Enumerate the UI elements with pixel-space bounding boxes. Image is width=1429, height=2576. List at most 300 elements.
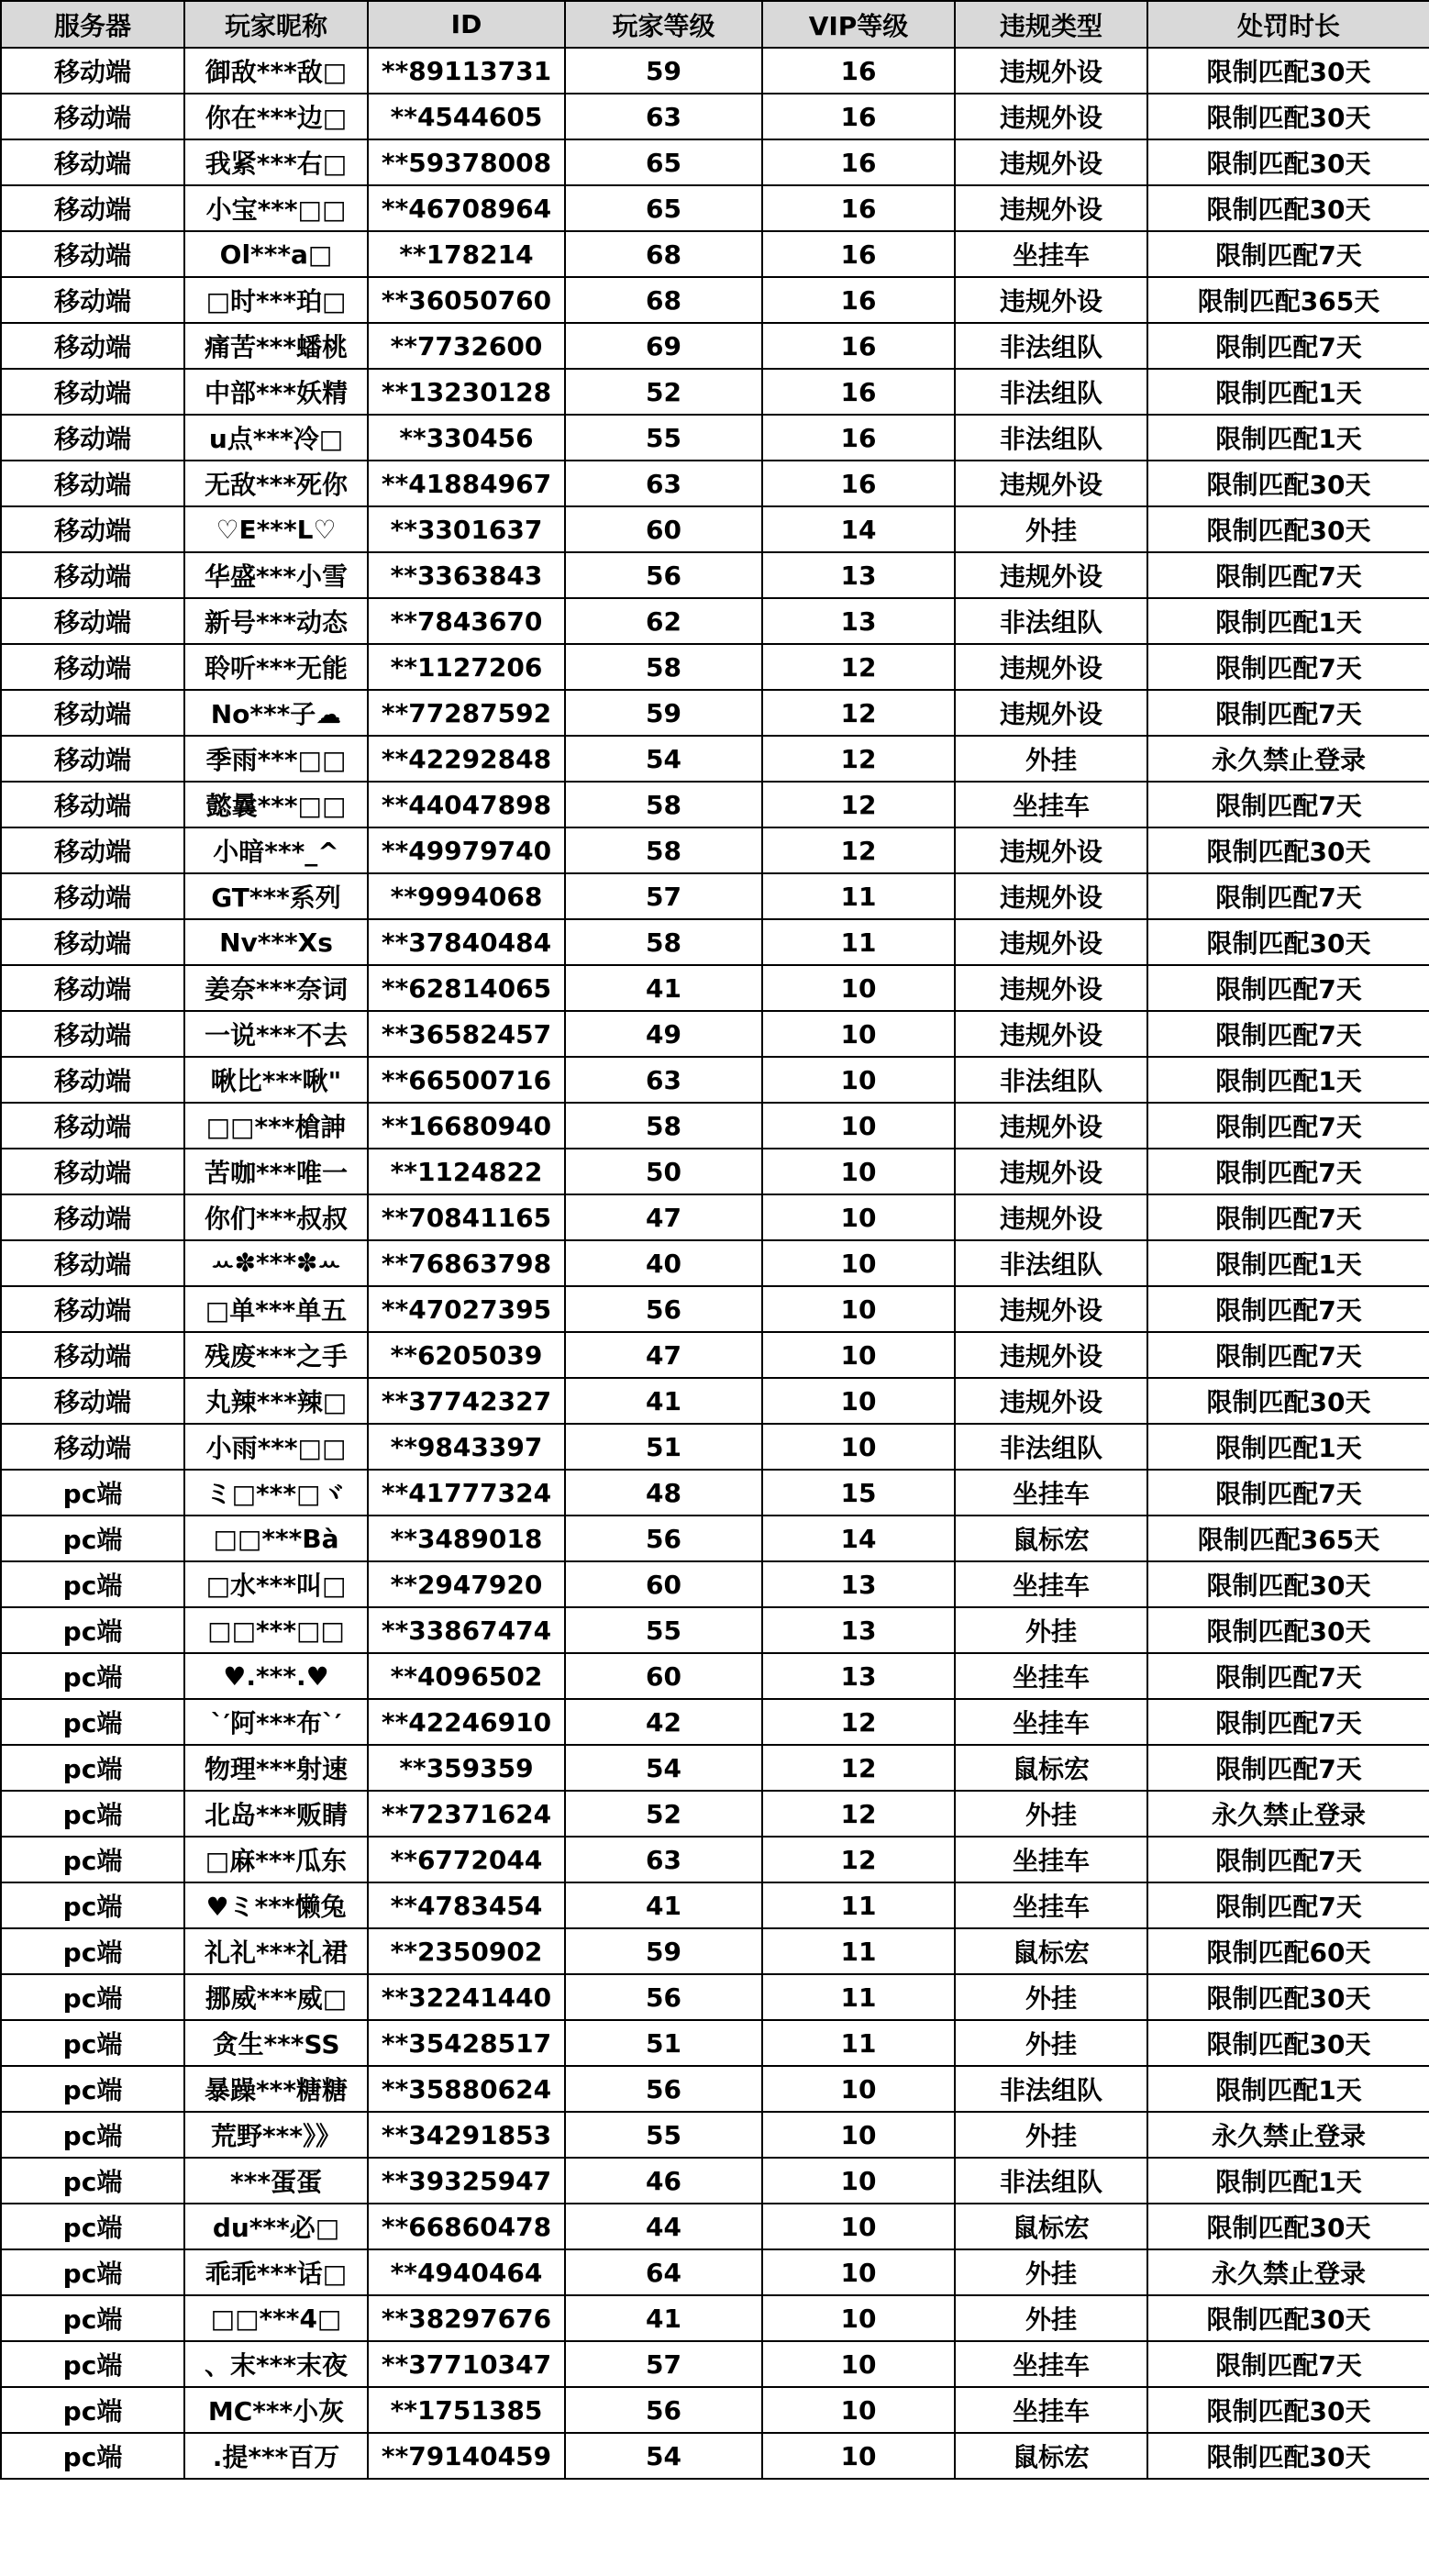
id-cell: **9843397 xyxy=(368,1424,565,1470)
id-cell: **6772044 xyxy=(368,1837,565,1882)
nickname-cell: 、末***末夜 xyxy=(184,2341,368,2387)
server-cell: pc端 xyxy=(1,2066,184,2112)
id-cell: **16680940 xyxy=(368,1103,565,1149)
player-level-cell: 65 xyxy=(565,139,762,185)
violation-type-cell: 违规外设 xyxy=(955,139,1147,185)
penalty-duration-cell: 限制匹配7天 xyxy=(1147,873,1429,919)
vip-level-cell: 10 xyxy=(762,1194,955,1240)
server-cell: 移动端 xyxy=(1,965,184,1011)
violation-type-cell: 违规外设 xyxy=(955,1332,1147,1378)
id-cell: **89113731 xyxy=(368,48,565,94)
nickname-cell: 小雨***□□ xyxy=(184,1424,368,1470)
violation-type-cell: 坐挂车 xyxy=(955,1653,1147,1699)
id-cell: **36050760 xyxy=(368,277,565,323)
header-vip-level: VIP等级 xyxy=(762,1,955,48)
nickname-cell: ˋ′阿***布ˋ′ xyxy=(184,1699,368,1745)
server-cell: pc端 xyxy=(1,2204,184,2249)
penalty-duration-cell: 限制匹配30天 xyxy=(1147,2020,1429,2066)
server-cell: 移动端 xyxy=(1,231,184,277)
nickname-cell: □□***□□ xyxy=(184,1607,368,1653)
violation-type-cell: 坐挂车 xyxy=(955,2341,1147,2387)
nickname-cell: 贪生***SS xyxy=(184,2020,368,2066)
player-level-cell: 41 xyxy=(565,965,762,1011)
nickname-cell: du***必□ xyxy=(184,2204,368,2249)
player-level-cell: 51 xyxy=(565,1424,762,1470)
server-cell: pc端 xyxy=(1,1699,184,1745)
player-level-cell: 54 xyxy=(565,736,762,782)
server-cell: 移动端 xyxy=(1,1149,184,1194)
id-cell: **41884967 xyxy=(368,461,565,506)
penalty-duration-cell: 限制匹配365天 xyxy=(1147,1516,1429,1561)
table-row xyxy=(1,1470,1429,1516)
violation-type-cell: 非法组队 xyxy=(955,2158,1147,2204)
violation-type-cell: 违规外设 xyxy=(955,1011,1147,1057)
penalty-duration-cell: 限制匹配30天 xyxy=(1147,919,1429,965)
player-level-cell: 56 xyxy=(565,1286,762,1332)
table-row xyxy=(1,1332,1429,1378)
player-level-cell: 59 xyxy=(565,1928,762,1974)
id-cell: **13230128 xyxy=(368,369,565,415)
player-level-cell: 57 xyxy=(565,2341,762,2387)
player-level-cell: 56 xyxy=(565,552,762,598)
violation-type-cell: 非法组队 xyxy=(955,2066,1147,2112)
violation-type-cell: 鼠标宏 xyxy=(955,1745,1147,1791)
player-level-cell: 58 xyxy=(565,827,762,873)
nickname-cell: 痛苦***蟠桃 xyxy=(184,323,368,369)
server-cell: 移动端 xyxy=(1,1286,184,1332)
table-row xyxy=(1,644,1429,690)
server-cell: pc端 xyxy=(1,2433,184,2479)
id-cell: **3363843 xyxy=(368,552,565,598)
id-cell: **66500716 xyxy=(368,1057,565,1103)
nickname-cell: 荒野***》》 xyxy=(184,2112,368,2158)
violation-type-cell: 鼠标宏 xyxy=(955,2204,1147,2249)
violation-type-cell: 违规外设 xyxy=(955,94,1147,139)
id-cell: **42292848 xyxy=(368,736,565,782)
player-level-cell: 41 xyxy=(565,1882,762,1928)
nickname-cell: 礼礼***礼裙 xyxy=(184,1928,368,1974)
nickname-cell: 我紧***右□ xyxy=(184,139,368,185)
id-cell: **4544605 xyxy=(368,94,565,139)
server-cell: 移动端 xyxy=(1,736,184,782)
vip-level-cell: 13 xyxy=(762,1653,955,1699)
server-cell: 移动端 xyxy=(1,94,184,139)
player-level-cell: 41 xyxy=(565,2295,762,2341)
violation-type-cell: 鼠标宏 xyxy=(955,2433,1147,2479)
penalty-duration-cell: 限制匹配7天 xyxy=(1147,2341,1429,2387)
nickname-cell: 啾比***啾" xyxy=(184,1057,368,1103)
header-violation-type: 违规类型 xyxy=(955,1,1147,48)
player-level-cell: 59 xyxy=(565,48,762,94)
penalty-duration-cell: 限制匹配7天 xyxy=(1147,965,1429,1011)
player-level-cell: 59 xyxy=(565,690,762,736)
id-cell: **2350902 xyxy=(368,1928,565,1974)
table-row xyxy=(1,1516,1429,1561)
violation-type-cell: 坐挂车 xyxy=(955,1699,1147,1745)
penalty-duration-cell: 限制匹配1天 xyxy=(1147,598,1429,644)
table-row xyxy=(1,2295,1429,2341)
player-level-cell: 56 xyxy=(565,2066,762,2112)
header-id: ID xyxy=(368,1,565,48)
vip-level-cell: 10 xyxy=(762,2204,955,2249)
id-cell: **7843670 xyxy=(368,598,565,644)
penalty-duration-cell: 限制匹配30天 xyxy=(1147,827,1429,873)
nickname-cell: ミ□***□ヾ xyxy=(184,1470,368,1516)
server-cell: 移动端 xyxy=(1,48,184,94)
table-row xyxy=(1,2158,1429,2204)
nickname-cell: 你们***叔叔 xyxy=(184,1194,368,1240)
player-level-cell: 51 xyxy=(565,2020,762,2066)
id-cell: **59378008 xyxy=(368,139,565,185)
server-cell: pc端 xyxy=(1,1561,184,1607)
player-level-cell: 48 xyxy=(565,1470,762,1516)
violation-type-cell: 违规外设 xyxy=(955,185,1147,231)
penalty-duration-cell: 限制匹配1天 xyxy=(1147,1424,1429,1470)
table-row xyxy=(1,919,1429,965)
id-cell: **46708964 xyxy=(368,185,565,231)
id-cell: **6205039 xyxy=(368,1332,565,1378)
table-row xyxy=(1,1378,1429,1424)
id-cell: **72371624 xyxy=(368,1791,565,1837)
vip-level-cell: 10 xyxy=(762,2158,955,2204)
vip-level-cell: 16 xyxy=(762,231,955,277)
server-cell: pc端 xyxy=(1,2249,184,2295)
violation-type-cell: 外挂 xyxy=(955,2112,1147,2158)
nickname-cell: □水***叫□ xyxy=(184,1561,368,1607)
penalty-duration-cell: 限制匹配1天 xyxy=(1147,1057,1429,1103)
nickname-cell: 你在***边□ xyxy=(184,94,368,139)
penalty-duration-cell: 限制匹配7天 xyxy=(1147,1837,1429,1882)
server-cell: 移动端 xyxy=(1,782,184,827)
penalty-duration-cell: 限制匹配30天 xyxy=(1147,461,1429,506)
id-cell: **38297676 xyxy=(368,2295,565,2341)
vip-level-cell: 13 xyxy=(762,1561,955,1607)
vip-level-cell: 10 xyxy=(762,1240,955,1286)
violation-type-cell: 外挂 xyxy=(955,736,1147,782)
table-row xyxy=(1,139,1429,185)
player-level-cell: 60 xyxy=(565,506,762,552)
nickname-cell: No***子☁ xyxy=(184,690,368,736)
server-cell: pc端 xyxy=(1,1470,184,1516)
violation-type-cell: 违规外设 xyxy=(955,48,1147,94)
vip-level-cell: 16 xyxy=(762,369,955,415)
vip-level-cell: 11 xyxy=(762,873,955,919)
vip-level-cell: 10 xyxy=(762,2112,955,2158)
table-row xyxy=(1,1149,1429,1194)
penalty-duration-cell: 限制匹配7天 xyxy=(1147,644,1429,690)
nickname-cell: ꕀ✽***✽ꕀ xyxy=(184,1240,368,1286)
nickname-cell: ♥ミ***懒兔 xyxy=(184,1882,368,1928)
vip-level-cell: 12 xyxy=(762,690,955,736)
penalty-duration-cell: 限制匹配30天 xyxy=(1147,2387,1429,2433)
violation-type-cell: 外挂 xyxy=(955,2020,1147,2066)
nickname-cell: 华盛***小雪 xyxy=(184,552,368,598)
penalty-duration-cell: 永久禁止登录 xyxy=(1147,1791,1429,1837)
vip-level-cell: 10 xyxy=(762,1011,955,1057)
violation-type-cell: 非法组队 xyxy=(955,1057,1147,1103)
vip-level-cell: 12 xyxy=(762,644,955,690)
penalty-duration-cell: 限制匹配30天 xyxy=(1147,1561,1429,1607)
penalty-duration-cell: 限制匹配1天 xyxy=(1147,415,1429,461)
penalty-duration-cell: 限制匹配7天 xyxy=(1147,1653,1429,1699)
server-cell: 移动端 xyxy=(1,1057,184,1103)
player-level-cell: 56 xyxy=(565,2387,762,2433)
vip-level-cell: 14 xyxy=(762,506,955,552)
penalty-duration-cell: 永久禁止登录 xyxy=(1147,2112,1429,2158)
server-cell: pc端 xyxy=(1,1837,184,1882)
id-cell: **44047898 xyxy=(368,782,565,827)
nickname-cell: □□***Bà xyxy=(184,1516,368,1561)
table-row xyxy=(1,1057,1429,1103)
id-cell: **49979740 xyxy=(368,827,565,873)
penalty-duration-cell: 限制匹配30天 xyxy=(1147,48,1429,94)
server-cell: 移动端 xyxy=(1,644,184,690)
penalty-duration-cell: 限制匹配7天 xyxy=(1147,1470,1429,1516)
player-level-cell: 50 xyxy=(565,1149,762,1194)
violation-type-cell: 违规外设 xyxy=(955,873,1147,919)
player-level-cell: 60 xyxy=(565,1561,762,1607)
table-row xyxy=(1,873,1429,919)
server-cell: 移动端 xyxy=(1,690,184,736)
vip-level-cell: 12 xyxy=(762,1699,955,1745)
id-cell: **178214 xyxy=(368,231,565,277)
nickname-cell: Nv***Xs xyxy=(184,919,368,965)
vip-level-cell: 10 xyxy=(762,1286,955,1332)
nickname-cell: 苦咖***唯一 xyxy=(184,1149,368,1194)
table-row xyxy=(1,1699,1429,1745)
table-row xyxy=(1,552,1429,598)
table-row xyxy=(1,782,1429,827)
vip-level-cell: 16 xyxy=(762,139,955,185)
table-row xyxy=(1,690,1429,736)
player-level-cell: 52 xyxy=(565,369,762,415)
vip-level-cell: 11 xyxy=(762,1882,955,1928)
player-level-cell: 54 xyxy=(565,2433,762,2479)
player-level-cell: 63 xyxy=(565,1057,762,1103)
penalty-duration-cell: 限制匹配30天 xyxy=(1147,506,1429,552)
violation-type-cell: 非法组队 xyxy=(955,369,1147,415)
vip-level-cell: 11 xyxy=(762,919,955,965)
table-row xyxy=(1,1607,1429,1653)
id-cell: **36582457 xyxy=(368,1011,565,1057)
server-cell: 移动端 xyxy=(1,1378,184,1424)
id-cell: **1751385 xyxy=(368,2387,565,2433)
penalty-duration-cell: 限制匹配7天 xyxy=(1147,1745,1429,1791)
penalty-duration-cell: 永久禁止登录 xyxy=(1147,2249,1429,2295)
penalty-duration-cell: 限制匹配7天 xyxy=(1147,1286,1429,1332)
id-cell: **76863798 xyxy=(368,1240,565,1286)
id-cell: **37710347 xyxy=(368,2341,565,2387)
nickname-cell: 季雨***□□ xyxy=(184,736,368,782)
table-row xyxy=(1,827,1429,873)
server-cell: 移动端 xyxy=(1,1424,184,1470)
player-level-cell: 47 xyxy=(565,1194,762,1240)
vip-level-cell: 10 xyxy=(762,2433,955,2479)
header-penalty-duration: 处罚时长 xyxy=(1147,1,1429,48)
table-row xyxy=(1,2112,1429,2158)
id-cell: **33867474 xyxy=(368,1607,565,1653)
nickname-cell: 乖乖***话□ xyxy=(184,2249,368,2295)
violation-type-cell: 鼠标宏 xyxy=(955,1928,1147,1974)
server-cell: pc端 xyxy=(1,1516,184,1561)
penalty-duration-cell: 限制匹配7天 xyxy=(1147,1699,1429,1745)
table-row xyxy=(1,598,1429,644)
nickname-cell: u点***冷□ xyxy=(184,415,368,461)
violation-type-cell: 坐挂车 xyxy=(955,1561,1147,1607)
penalty-duration-cell: 限制匹配7天 xyxy=(1147,231,1429,277)
id-cell: **1127206 xyxy=(368,644,565,690)
server-cell: pc端 xyxy=(1,2020,184,2066)
penalty-duration-cell: 永久禁止登录 xyxy=(1147,736,1429,782)
vip-level-cell: 16 xyxy=(762,415,955,461)
vip-level-cell: 13 xyxy=(762,1607,955,1653)
table-row xyxy=(1,1653,1429,1699)
player-level-cell: 63 xyxy=(565,94,762,139)
header-nickname: 玩家昵称 xyxy=(184,1,368,48)
table-row xyxy=(1,2341,1429,2387)
penalty-duration-cell: 限制匹配30天 xyxy=(1147,2433,1429,2479)
vip-level-cell: 12 xyxy=(762,736,955,782)
id-cell: **35428517 xyxy=(368,2020,565,2066)
player-level-cell: 55 xyxy=(565,1607,762,1653)
violation-type-cell: 非法组队 xyxy=(955,323,1147,369)
violation-type-cell: 坐挂车 xyxy=(955,1470,1147,1516)
player-level-cell: 69 xyxy=(565,323,762,369)
vip-level-cell: 14 xyxy=(762,1516,955,1561)
server-cell: 移动端 xyxy=(1,919,184,965)
player-level-cell: 46 xyxy=(565,2158,762,2204)
player-level-cell: 58 xyxy=(565,644,762,690)
nickname-cell: 姜奈***奈词 xyxy=(184,965,368,1011)
violation-type-cell: 鼠标宏 xyxy=(955,1516,1147,1561)
player-level-cell: 42 xyxy=(565,1699,762,1745)
nickname-cell: 丸辣***辣□ xyxy=(184,1378,368,1424)
nickname-cell: .提***百万 xyxy=(184,2433,368,2479)
nickname-cell: 物理***射速 xyxy=(184,1745,368,1791)
penalty-duration-cell: 限制匹配7天 xyxy=(1147,323,1429,369)
server-cell: 移动端 xyxy=(1,506,184,552)
server-cell: pc端 xyxy=(1,2387,184,2433)
violation-type-cell: 违规外设 xyxy=(955,1286,1147,1332)
player-level-cell: 54 xyxy=(565,1745,762,1791)
nickname-cell: ♡E***L♡ xyxy=(184,506,368,552)
violation-type-cell: 外挂 xyxy=(955,1607,1147,1653)
vip-level-cell: 15 xyxy=(762,1470,955,1516)
table-row xyxy=(1,506,1429,552)
table-row xyxy=(1,231,1429,277)
server-cell: 移动端 xyxy=(1,461,184,506)
violation-type-cell: 违规外设 xyxy=(955,1149,1147,1194)
id-cell: **37742327 xyxy=(368,1378,565,1424)
server-cell: 移动端 xyxy=(1,1332,184,1378)
player-level-cell: 47 xyxy=(565,1332,762,1378)
penalty-duration-cell: 限制匹配7天 xyxy=(1147,1011,1429,1057)
server-cell: pc端 xyxy=(1,2341,184,2387)
violation-type-cell: 违规外设 xyxy=(955,644,1147,690)
vip-level-cell: 10 xyxy=(762,1424,955,1470)
server-cell: pc端 xyxy=(1,2295,184,2341)
penalty-duration-cell: 限制匹配7天 xyxy=(1147,1194,1429,1240)
table-row xyxy=(1,323,1429,369)
player-level-cell: 65 xyxy=(565,185,762,231)
penalty-duration-cell: 限制匹配60天 xyxy=(1147,1928,1429,1974)
nickname-cell: GT***系列 xyxy=(184,873,368,919)
id-cell: **330456 xyxy=(368,415,565,461)
violation-type-cell: 违规外设 xyxy=(955,690,1147,736)
id-cell: **47027395 xyxy=(368,1286,565,1332)
vip-level-cell: 10 xyxy=(762,965,955,1011)
nickname-cell: ♥.***.♥ xyxy=(184,1653,368,1699)
table-row xyxy=(1,1837,1429,1882)
vip-level-cell: 16 xyxy=(762,48,955,94)
table-row xyxy=(1,2249,1429,2295)
violation-type-cell: 外挂 xyxy=(955,506,1147,552)
header-server: 服务器 xyxy=(1,1,184,48)
server-cell: 移动端 xyxy=(1,415,184,461)
nickname-cell: 暴躁***糖糖 xyxy=(184,2066,368,2112)
vip-level-cell: 10 xyxy=(762,2341,955,2387)
vip-level-cell: 11 xyxy=(762,1928,955,1974)
penalty-duration-cell: 限制匹配1天 xyxy=(1147,2066,1429,2112)
table-row xyxy=(1,2204,1429,2249)
server-cell: 移动端 xyxy=(1,827,184,873)
player-level-cell: 60 xyxy=(565,1653,762,1699)
vip-level-cell: 10 xyxy=(762,1103,955,1149)
player-level-cell: 68 xyxy=(565,231,762,277)
id-cell: **7732600 xyxy=(368,323,565,369)
nickname-cell: 懿曩***□□ xyxy=(184,782,368,827)
vip-level-cell: 12 xyxy=(762,827,955,873)
vip-level-cell: 16 xyxy=(762,461,955,506)
nickname-cell: 小宝***□□ xyxy=(184,185,368,231)
nickname-cell: 无敌***死你 xyxy=(184,461,368,506)
nickname-cell: Ol***a□ xyxy=(184,231,368,277)
violation-type-cell: 非法组队 xyxy=(955,415,1147,461)
id-cell: **32241440 xyxy=(368,1974,565,2020)
penalty-duration-cell: 限制匹配7天 xyxy=(1147,1882,1429,1928)
violation-type-cell: 外挂 xyxy=(955,1791,1147,1837)
vip-level-cell: 10 xyxy=(762,2066,955,2112)
player-level-cell: 49 xyxy=(565,1011,762,1057)
id-cell: **79140459 xyxy=(368,2433,565,2479)
nickname-cell: □单***单五 xyxy=(184,1286,368,1332)
table-row xyxy=(1,2066,1429,2112)
id-cell: **3489018 xyxy=(368,1516,565,1561)
table-row xyxy=(1,415,1429,461)
server-cell: pc端 xyxy=(1,1791,184,1837)
player-level-cell: 55 xyxy=(565,2112,762,2158)
table-row xyxy=(1,1882,1429,1928)
penalty-duration-cell: 限制匹配1天 xyxy=(1147,369,1429,415)
server-cell: pc端 xyxy=(1,1882,184,1928)
violation-type-cell: 违规外设 xyxy=(955,919,1147,965)
id-cell: **4096502 xyxy=(368,1653,565,1699)
table-row xyxy=(1,1745,1429,1791)
violation-type-cell: 违规外设 xyxy=(955,1378,1147,1424)
table-row xyxy=(1,277,1429,323)
penalty-duration-cell: 限制匹配30天 xyxy=(1147,139,1429,185)
violation-type-cell: 坐挂车 xyxy=(955,231,1147,277)
nickname-cell: 挪威***威□ xyxy=(184,1974,368,2020)
violation-type-cell: 坐挂车 xyxy=(955,782,1147,827)
id-cell: **3301637 xyxy=(368,506,565,552)
header-player-level: 玩家等级 xyxy=(565,1,762,48)
player-level-cell: 57 xyxy=(565,873,762,919)
penalty-duration-cell: 限制匹配1天 xyxy=(1147,1240,1429,1286)
server-cell: 移动端 xyxy=(1,139,184,185)
vip-level-cell: 10 xyxy=(762,1149,955,1194)
penalty-duration-cell: 限制匹配30天 xyxy=(1147,1974,1429,2020)
